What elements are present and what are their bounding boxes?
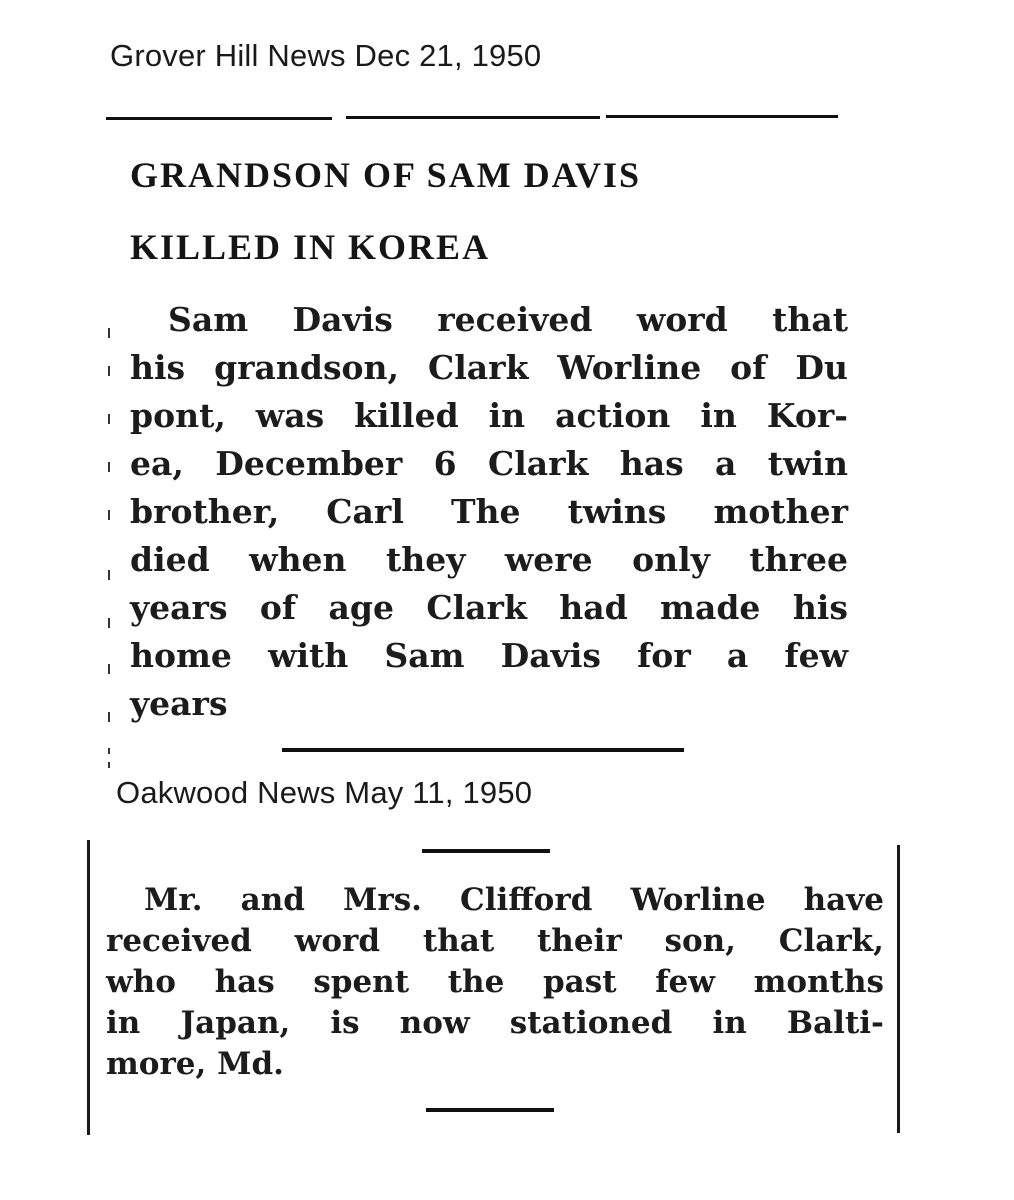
article-line [130, 540, 848, 579]
headline-line-2: KILLED IN KOREA [130, 227, 491, 267]
article-word: ea, [130, 444, 184, 483]
article-word: action [555, 396, 671, 435]
article-line [168, 300, 848, 339]
article-word: his [130, 348, 186, 387]
article-word: mother [713, 492, 848, 531]
margin-tick [108, 712, 110, 722]
article-word: for [637, 636, 691, 675]
article-word: Kor- [766, 396, 848, 435]
article-word: past [542, 964, 617, 1000]
article-word: Japan, [180, 1005, 291, 1041]
article1-end-rule [282, 748, 684, 752]
source-label-oakwood: Oakwood News May 11, 1950 [116, 775, 533, 810]
article-word: Clifford [460, 882, 593, 918]
article-word: son, [664, 923, 736, 959]
article-word: and [240, 882, 305, 918]
article-word: few [784, 636, 848, 675]
article-word: that [772, 300, 848, 339]
article-word: the [447, 964, 505, 1000]
article-word: spent [313, 964, 410, 1000]
article-line [130, 636, 848, 675]
margin-tick [108, 570, 110, 580]
article-word: more, [106, 1046, 207, 1082]
margin-tick [108, 328, 110, 338]
article-line [106, 964, 884, 1000]
article-word: years [130, 588, 228, 627]
margin-tick [108, 510, 110, 520]
article-word: made [660, 588, 761, 627]
article-word: word [294, 923, 381, 959]
article-word: Sam [168, 300, 249, 339]
article-word: of [259, 588, 297, 627]
article-word: Mrs. [343, 882, 422, 918]
article-word: The [450, 492, 521, 531]
source-label-grover-hill: Grover Hill News Dec 21, 1950 [110, 38, 542, 73]
article-line [106, 923, 884, 959]
article-word: that [422, 923, 495, 959]
article2-bottom-dash [426, 1108, 554, 1112]
article-word: was [255, 396, 325, 435]
article-word: stationed [509, 1005, 673, 1041]
article-word: died [130, 540, 210, 579]
article-word: his [792, 588, 848, 627]
margin-tick [108, 414, 110, 424]
article-word: brother, [130, 492, 280, 531]
article-word: has [214, 964, 275, 1000]
article-word: they [386, 540, 466, 579]
clipping2-left-border [87, 840, 90, 1135]
article-line [144, 882, 884, 918]
article-word: Clark [426, 588, 527, 627]
article-line [130, 588, 848, 627]
article-word: Davis [500, 636, 601, 675]
top-rule-segment-2 [346, 116, 600, 119]
article-line [130, 684, 228, 723]
article-word: Du [795, 348, 848, 387]
article-word: months [753, 964, 884, 1000]
article-word: 6 [433, 444, 457, 483]
article-word: three [749, 540, 848, 579]
article-word: Clark [428, 348, 529, 387]
article-word: a [726, 636, 749, 675]
article-word: when [249, 540, 347, 579]
top-rule-segment-3 [606, 115, 838, 118]
article-word: age [328, 588, 394, 627]
article-word: in [488, 396, 526, 435]
article-word: Mr. [144, 882, 203, 918]
article-word: Clark [487, 444, 589, 483]
article-word: Carl [326, 492, 404, 531]
margin-tick [108, 366, 110, 376]
article-word: home [130, 636, 232, 675]
article-word: Clark, [778, 923, 884, 959]
margin-tick [108, 618, 110, 628]
article-word: has [619, 444, 684, 483]
article-word: were [504, 540, 593, 579]
article2-top-dash [422, 849, 550, 853]
article-line [130, 396, 848, 435]
article-word: December [215, 444, 403, 483]
article-word: in [700, 396, 737, 435]
article-word: years [130, 684, 228, 723]
margin-tick [108, 664, 110, 674]
article-word: of [730, 348, 767, 387]
article-word: now [399, 1005, 470, 1041]
article-word: Worline [557, 348, 702, 387]
article-line [130, 348, 848, 387]
article-word: have [803, 882, 884, 918]
article-word: had [559, 588, 628, 627]
margin-tick [108, 762, 110, 768]
article-word: twins [567, 492, 667, 531]
article-word: their [536, 923, 622, 959]
article-word: Worline [630, 882, 766, 918]
article-line [130, 444, 848, 483]
margin-tick [108, 748, 110, 754]
article-line [106, 1046, 284, 1082]
article-word: twin [767, 444, 848, 483]
article-word: few [655, 964, 715, 1000]
article-line [130, 492, 848, 531]
article-word: in [712, 1005, 747, 1041]
top-rule-segment-1 [106, 117, 332, 120]
article-word: Sam [384, 636, 465, 675]
margin-tick [108, 462, 110, 472]
article-word: in [106, 1005, 141, 1041]
article-word: received [437, 300, 593, 339]
article-word: Balti- [786, 1005, 884, 1041]
article-word: Davis [292, 300, 393, 339]
article-word: Md. [217, 1046, 284, 1082]
article-word: is [330, 1005, 360, 1041]
article-word: pont, [130, 396, 226, 435]
article-word: with [268, 636, 349, 675]
clipping2-right-border [897, 845, 900, 1133]
article-word: grandson, [214, 348, 400, 387]
article-line [106, 1005, 884, 1041]
article-word: received [106, 923, 252, 959]
article-word: a [715, 444, 737, 483]
article-word: who [106, 964, 176, 1000]
article-word: killed [354, 396, 459, 435]
article-word: word [636, 300, 728, 339]
headline-line-1: GRANDSON OF SAM DAVIS [130, 155, 642, 195]
article-word: only [632, 540, 710, 579]
